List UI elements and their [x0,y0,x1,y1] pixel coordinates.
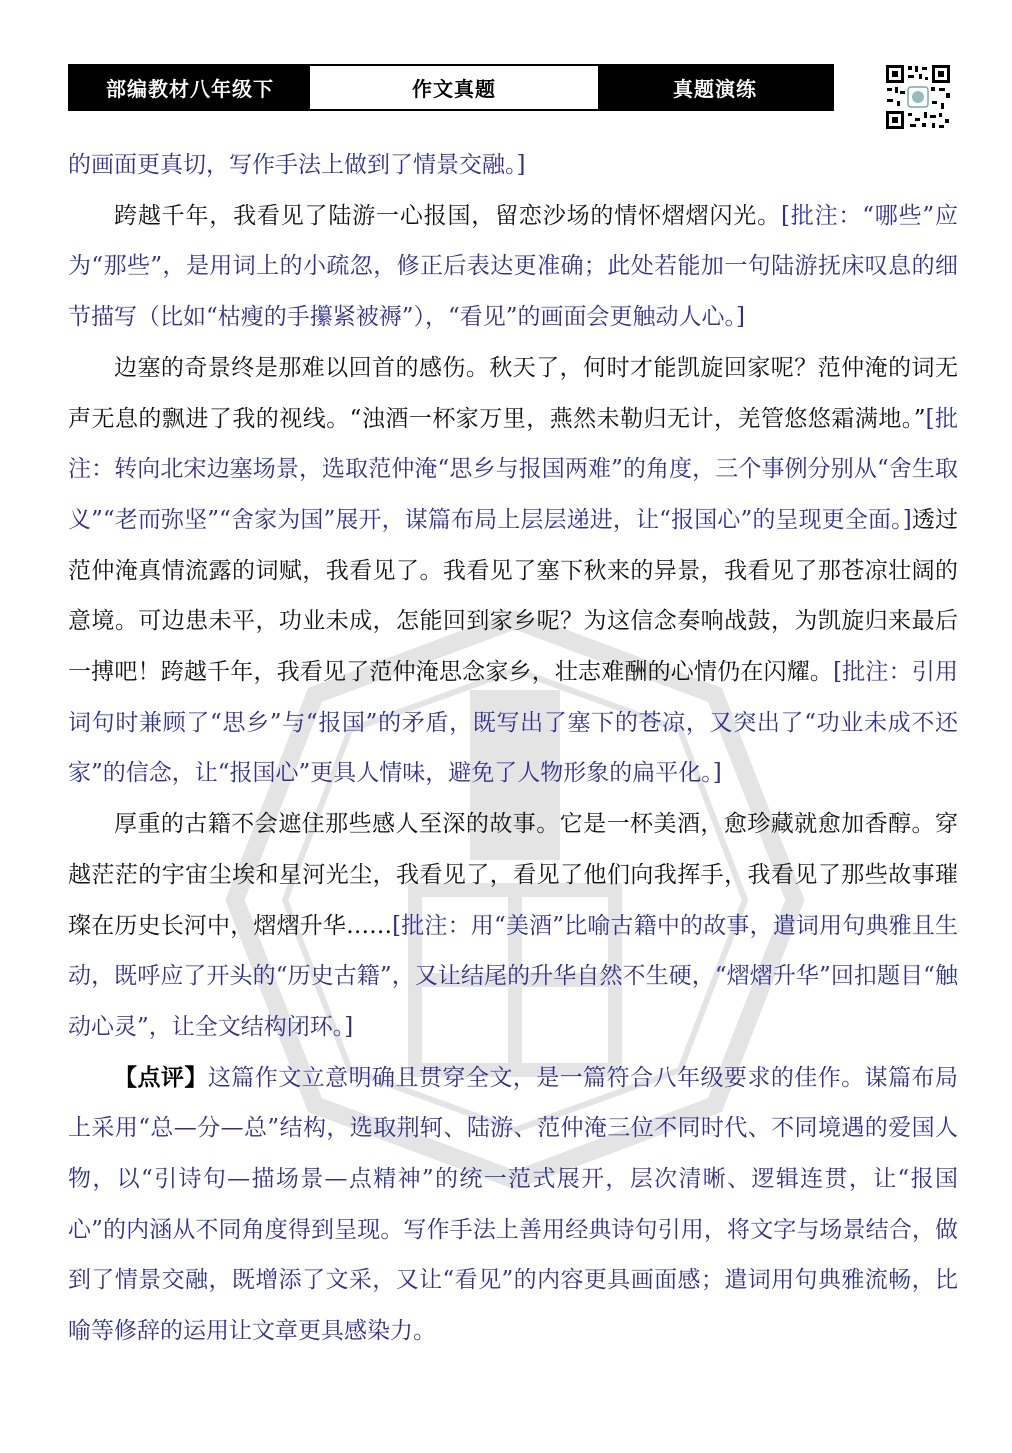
essay-text: 边塞的奇景终是那难以回首的感伤。秋天了，何时才能凯旋回家呢？范仲淹的词无声无息的飘进了我的视线。“浊酒一杯家万里，燕然未勒归无计，羌管悠悠霜满地。” [68,354,958,432]
annotation: [批注：引用词句时兼顾了“思乡”与“报国”的矛盾，既写出了塞下的苍凉，又突出了“功业未成不还家”的信念，让“报国心”更具人情味，避免了人物形象的扁平化。] [68,659,958,787]
essay-body [68,140,958,1357]
page-header [68,64,834,111]
comment-text: 这篇作文立意明确且贯穿全文，是一篇符合八年级要求的佳作。谋篇布局上采用“总—分—总”结构，选取荆轲、陆游、范仲淹三位不同时代、不同境遇的爱国人物，以“引诗句—描场景—点精神”的统一范式展开，层次清晰、逻辑连贯，让“报国心”的内涵从不同角度得到呈现。写作手法上善用经典诗句引用，将文字与场景结合，做到了情景交融，既增添了文采，又让“看见”的内容更具画面感；遣词用句典雅流畅，比喻等修辞的运用让文章更具感染力。 [68,1064,959,1345]
essay-text: 厚重的古籍不会遮住那些感人至深的故事。它是一杯美酒，愈珍藏就愈加香醇。穿越茫茫的宇宙尘埃和星河光尘，我看见了，看见了他们向我挥手，我看见了那些故事璀璨在历史长河中，熠熠升华…… [68,811,958,939]
essay-text: 跨越千年，我看见了陆游一心报国，留恋沙场的情怀熠熠闪光。 [114,202,781,229]
header-textbook-label: 部编教材八年级下 [70,66,310,109]
essay-text: 透过范仲淹真情流露的词赋，我看见了。我看见了塞下秋来的异景，我看见了那苍凉壮阔的意境。可边患未平，功业未成，怎能回到家乡呢？为这信念奏响战鼓，为凯旋归来最后一搏吧！跨越千年，我看见了范仲淹思念家乡，壮志难酬的心情仍在闪耀。 [68,506,959,686]
paragraph-1 [68,191,958,343]
comment-label: 【点评】 [114,1063,208,1091]
qr-code-icon[interactable] [884,63,952,131]
paragraph-3 [68,799,958,1053]
header-practice-label: 真题演练 [598,66,832,109]
annotation: 的画面更真切，写作手法上做到了情景交融。] [68,152,526,178]
paragraph-0 [68,140,958,191]
annotation: [批注：用“美酒”比喻古籍中的故事，遣词用句典雅且生动，既呼应了开头的“历史古籍”，又让结尾的升华自然不生硬，“熠熠升华”回扣题目“触动心灵”，让全文结构闭环。] [68,912,958,1040]
paragraph-2 [68,343,958,799]
annotation: [批注：转向北宋边塞场景，选取范仲淹“思乡与报国两难”的角度，三个事例分别从“舍生取义”“老而弥坚”“舍家为国”展开，谋篇布局上层层递进，让“报国心”的呈现更全面。] [68,405,958,533]
header-section-title: 作文真题 [310,66,598,109]
annotation: [批注：“哪些”应为“那些”，是用词上的小疏忽，修正后表达更准确；此处若能加一句陆游抚床叹息的细节描写（比如“枯瘦的手攥紧被褥”），“看见”的画面会更触动人心。] [68,202,958,331]
comment-paragraph [68,1053,958,1357]
